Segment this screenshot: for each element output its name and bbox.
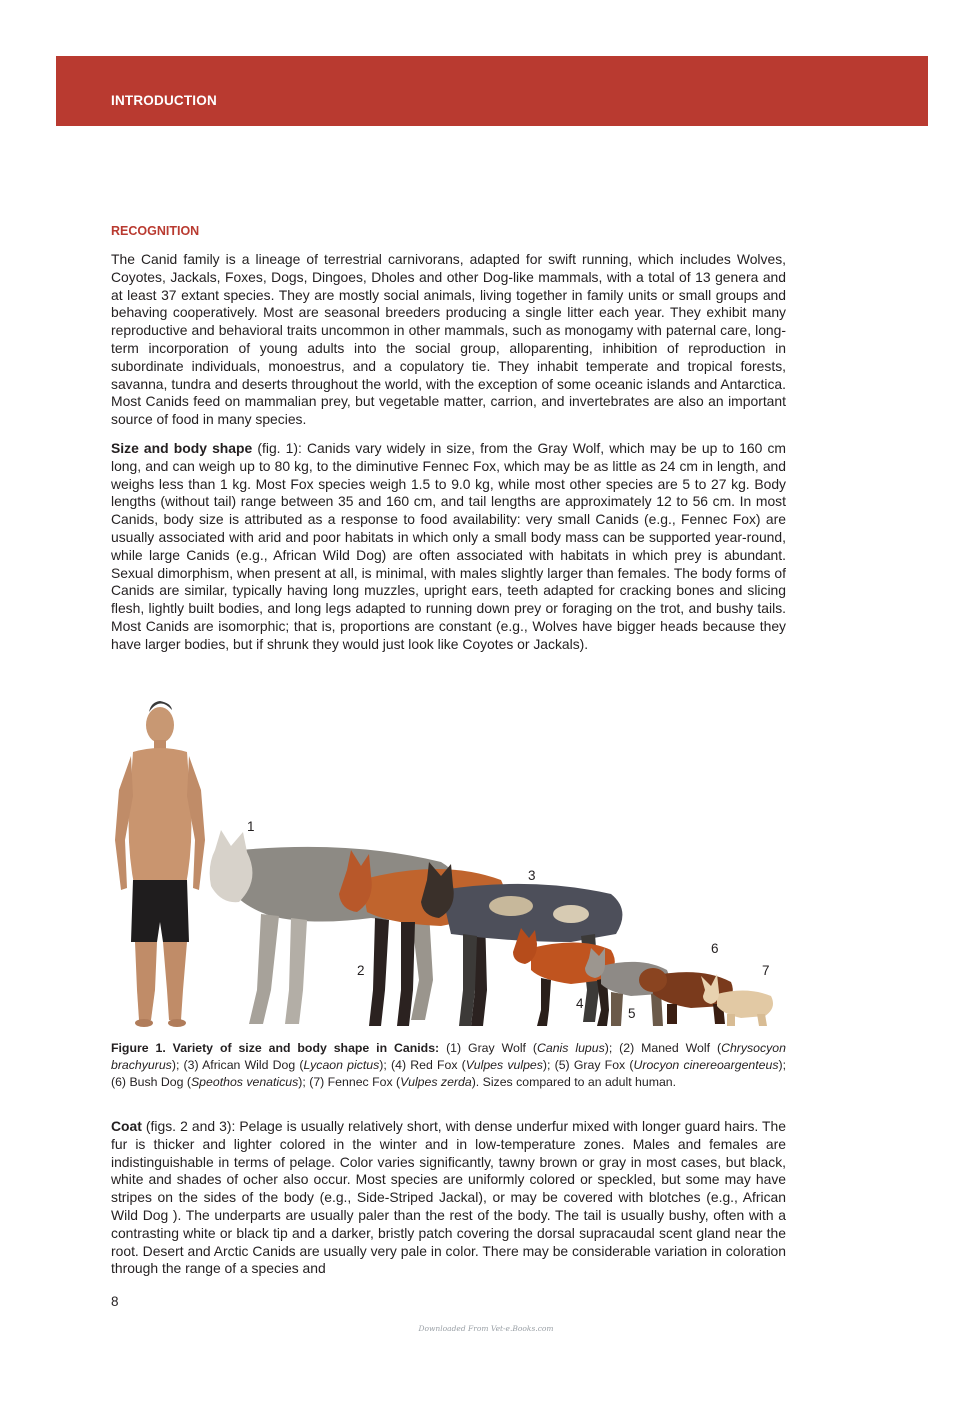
species-name: Urocyon cinereoargenteus: [633, 1057, 779, 1072]
species-name: Canis lupus: [536, 1041, 605, 1055]
species-name: Vulpes vulpes: [465, 1057, 543, 1072]
intro-paragraph: The Canid family is a lineage of terrestrial carnivorans, adapted for swift running, which includes Wolves, Coyotes, Jackals, Foxes, Dogs, Dingoes, Dholes and other Dog-like mammals, with a total of 13 genera and at least 37 extant species. They are mostly social animals, living together in family units or small groups and behaving cooperatively. Most are seasonal breeders producing a single litter each year. They exhibit many reproductive and behavioral traits uncommon in other mammals, such as monogamy with paternal care, long-term incorporation of young adults into the social group, alloparenting, inhibition of reproduction in subordinate individuals, monoestrus, and a copulatory tie. They inhabit temperate and tropical forests, savanna, tundra and deserts throughout the world, with the exception of some oceanic islands and Antarctica. Most Canids feed on mammalian prey, but vegetable matter, carrion, and invertebrates are also an important source of food in many species.: [111, 251, 786, 428]
caption-text: ); (7) Fennec Fox (: [298, 1074, 401, 1089]
figure-number-1: 1: [247, 819, 255, 834]
red-fox-illustration: [513, 928, 615, 1026]
body-text-top: [111, 251, 786, 665]
caption-text: ); (6) Bush Dog (: [111, 1057, 787, 1089]
figure-number-5: 5: [628, 1006, 636, 1021]
caption-text: ); (5) Gray Fox (: [542, 1057, 634, 1072]
human-silhouette: [115, 701, 205, 1027]
figure-number-7: 7: [762, 963, 770, 978]
caption-text: ); (2) Maned Wolf (: [604, 1041, 722, 1055]
body-text-bottom: [111, 1118, 786, 1289]
caption-lead: Figure 1. Variety of size and body shape in Canids:: [111, 1041, 440, 1055]
caption-text: ). Sizes compared to an adult human.: [471, 1074, 677, 1089]
figure-number-6: 6: [711, 941, 719, 956]
figure-number-4: 4: [576, 996, 584, 1011]
header-band: [56, 56, 928, 126]
coat-paragraph: [111, 1118, 786, 1278]
size-text: (fig. 1): Canids vary widely in size, from the Gray Wolf, which may be up to 160 cm long, and can weigh up to 80 kg, to the diminutive Fennec Fox, which may be as little as 24 cm in length, and weighs less than 1 kg. Most Fox species weigh 1.5 to 9.0 kg, while most other species are 5 to 27 kg. Body lengths (without tail) range between 35 and 160 cm, and tail lengths are approximately 12 to 56 cm. In most Canids, body size is attributed as a response to food availability: very small Canids (e.g., Fennec Fox) are usually associated with arid and poor habitats in which only a small body mass can be supported year-round, while large Canids (e.g., African Wild Dog) are often associated with habitats in which prey is abundant. Sexual dimorphism, when present at all, is minimal, with males slightly larger than females. The body forms of Canids are similar, typically having long muzzles, upright ears, teeth adapted for cracking bones and slicing flesh, lightly built bodies, and long legs adapted to running down prey or foraging on the trot, and bushy tails. Most Canids are isomorphic; that is, proportions are constant (e.g., Wolves have bigger heads because they have larger bodies, but if shrunk they would just look like Coyotes or Jackals).: [111, 439, 786, 652]
caption-text: (1) Gray Wolf (: [439, 1041, 537, 1055]
page-number: 8: [111, 1294, 119, 1309]
coat-text: (figs. 2 and 3): Pelage is usually relatively short, with dense underfur mixed with longer guard hairs. The fur is thicker and lighter colored in the winter and in low-temperature zones. Males and females are indistinguishable in terms of pelage. Color varies significantly, tawny brown or gray in most cases, but black, white and shades of ocher also occur. Most species are uniformly colored or speckled, but some may have stripes on the sides of the body (e.g., Side-Striped Jackal), or may be covered with blotches (e.g., African Wild Dog ). The underparts are usually paler than the rest of the body. The tail is usually bushy, often with a contrasting white or black tip and a darker, bristly patch covering the dorsal supracaudal scent gland near the root. Desert and Arctic Canids are usually very pale in color. There may be considerable variation in coloration through the range of a species and: [111, 1118, 786, 1277]
size-paragraph: [111, 440, 786, 654]
species-name: Chrysocyon brachyurus: [111, 1041, 786, 1072]
species-name: Speothos venaticus: [190, 1074, 299, 1089]
species-name: Vulpes zerda: [400, 1074, 472, 1089]
figure-caption: [111, 1040, 786, 1090]
caption-text: ); (4) Red Fox (: [379, 1057, 466, 1072]
caption-text: ); (3) African Wild Dog (: [171, 1057, 304, 1072]
species-name: Lycaon pictus: [303, 1057, 380, 1072]
figure-number-2: 2: [357, 963, 365, 978]
figure-illustration: [111, 690, 786, 1035]
section-heading: RECOGNITION: [111, 224, 200, 238]
figure-canid-sizes: [111, 690, 786, 1035]
running-header: INTRODUCTION: [111, 93, 217, 108]
figure-number-3: 3: [528, 868, 536, 883]
gray-wolf-illustration: [210, 830, 459, 1024]
size-lead: Size and body shape: [111, 439, 253, 456]
watermark: Downloaded From Vet-e.Books.com: [418, 1324, 554, 1333]
coat-lead: Coat: [111, 1118, 142, 1134]
